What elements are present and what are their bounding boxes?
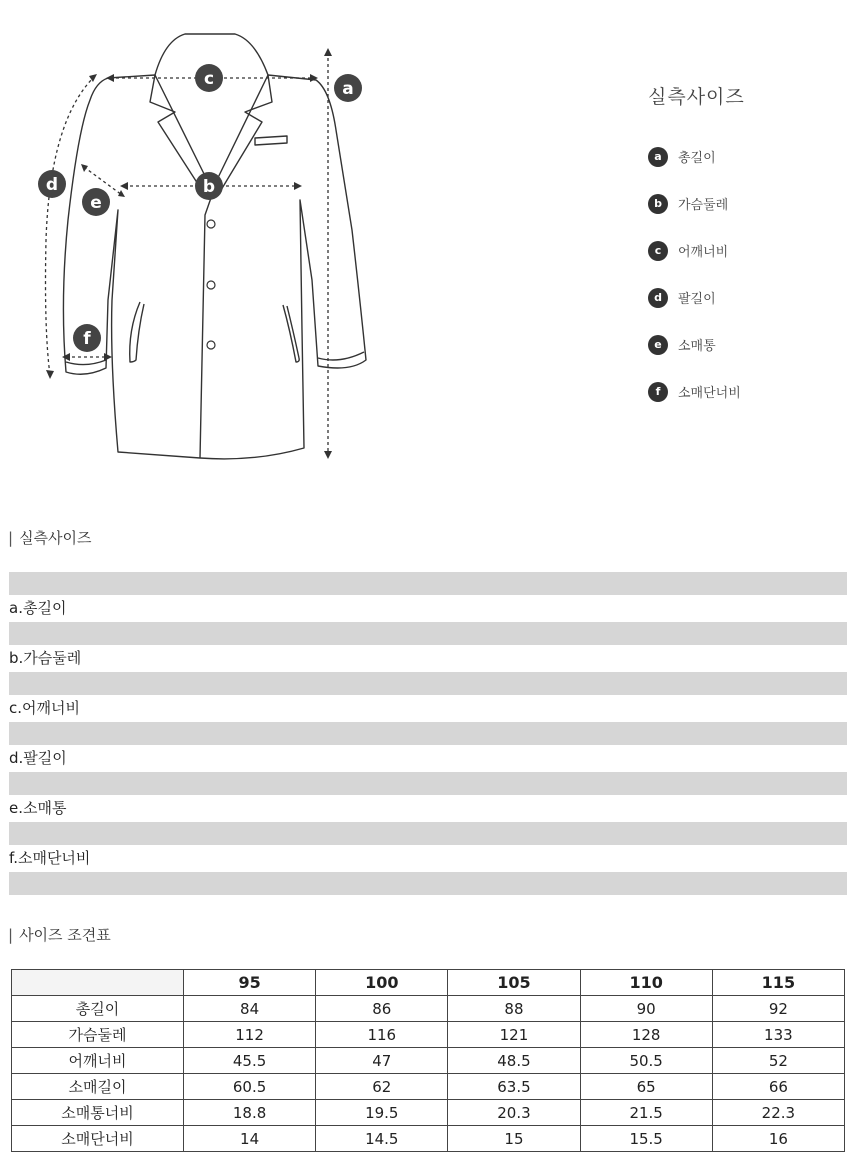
table-cell: 15.5	[580, 1126, 712, 1152]
divider-bar	[9, 772, 847, 795]
table-cell: 14	[184, 1126, 316, 1152]
size-chart-table	[11, 969, 845, 1152]
table-cell: 88	[448, 996, 580, 1022]
legend-label: 소매단너비	[678, 386, 741, 401]
legend-badge: e	[648, 335, 668, 355]
legend-badge: d	[648, 288, 668, 308]
divider-bar	[9, 622, 847, 645]
row-label: 가슴둘레	[12, 1022, 184, 1048]
table-cell: 48.5	[448, 1048, 580, 1074]
legend-item	[648, 368, 848, 415]
legend-label: 어깨너비	[678, 245, 729, 260]
table-cell: 18.8	[184, 1100, 316, 1126]
table-cell: 50.5	[580, 1048, 712, 1074]
table-cell: 112	[184, 1022, 316, 1048]
heading-bar: |	[8, 529, 14, 547]
coat-diagram	[0, 0, 420, 470]
table-cell: 60.5	[184, 1074, 316, 1100]
legend-item	[648, 227, 848, 274]
table-cell: 21.5	[580, 1100, 712, 1126]
divider-bar	[9, 672, 847, 695]
table-cell: 128	[580, 1022, 712, 1048]
row-label: 총길이	[12, 996, 184, 1022]
table-header-row	[12, 970, 845, 996]
table-row	[12, 996, 845, 1022]
marker-f-label: f	[83, 329, 91, 349]
column-header: 95	[184, 970, 316, 996]
measurement-legend	[648, 82, 848, 415]
table-cell: 65	[580, 1074, 712, 1100]
measurements-heading	[8, 527, 92, 548]
legend-badge: c	[648, 241, 668, 261]
list-item: a.총길이	[9, 599, 67, 617]
legend-item	[648, 180, 848, 227]
heading-bar: |	[8, 926, 14, 944]
legend-item	[648, 274, 848, 321]
marker-a-label: a	[342, 79, 354, 99]
table-cell: 90	[580, 996, 712, 1022]
table-row	[12, 1022, 845, 1048]
table-cell: 84	[184, 996, 316, 1022]
column-header: 100	[316, 970, 448, 996]
row-label: 어깨너비	[12, 1048, 184, 1074]
size-chart-heading	[8, 924, 111, 945]
table-row	[12, 1048, 845, 1074]
table-cell: 45.5	[184, 1048, 316, 1074]
list-item: c.어깨너비	[9, 699, 80, 717]
table-cell: 63.5	[448, 1074, 580, 1100]
table-cell: 22.3	[712, 1100, 844, 1126]
legend-label: 팔길이	[678, 292, 716, 307]
legend-label: 가슴둘레	[678, 198, 729, 213]
legend-badge: a	[648, 147, 668, 167]
table-cell: 19.5	[316, 1100, 448, 1126]
table-corner-cell	[12, 970, 184, 996]
list-item: e.소매통	[9, 799, 67, 817]
table-row	[12, 1126, 845, 1152]
legend-item	[648, 321, 848, 368]
table-cell: 15	[448, 1126, 580, 1152]
table-cell: 52	[712, 1048, 844, 1074]
table-cell: 16	[712, 1126, 844, 1152]
legend-badge: f	[648, 382, 668, 402]
table-cell: 133	[712, 1022, 844, 1048]
legend-label: 총길이	[678, 151, 716, 166]
table-cell: 20.3	[448, 1100, 580, 1126]
row-label: 소매통너비	[12, 1100, 184, 1126]
legend-title: 실측사이즈	[648, 86, 745, 108]
divider-bar	[9, 822, 847, 845]
column-header: 115	[712, 970, 844, 996]
measurement-list	[9, 572, 847, 895]
marker-e-label: e	[90, 193, 102, 213]
table-cell: 66	[712, 1074, 844, 1100]
list-item: b.가슴둘레	[9, 649, 82, 667]
table-cell: 92	[712, 996, 844, 1022]
divider-bar	[9, 872, 847, 895]
legend-badge: b	[648, 194, 668, 214]
list-item: d.팔길이	[9, 749, 67, 767]
legend-item	[648, 133, 848, 180]
column-header: 110	[580, 970, 712, 996]
legend-label: 소매통	[678, 339, 716, 354]
table-cell: 86	[316, 996, 448, 1022]
row-label: 소매길이	[12, 1074, 184, 1100]
column-header: 105	[448, 970, 580, 996]
table-row	[12, 1074, 845, 1100]
table-cell: 62	[316, 1074, 448, 1100]
marker-b-label: b	[202, 177, 216, 197]
table-cell: 14.5	[316, 1126, 448, 1152]
marker-d-label: d	[45, 175, 59, 195]
divider-bar	[9, 572, 847, 595]
size-chart-title: 사이즈 조견표	[19, 926, 111, 944]
table-cell: 116	[316, 1022, 448, 1048]
row-label: 소매단너비	[12, 1126, 184, 1152]
table-cell: 47	[316, 1048, 448, 1074]
table-cell: 121	[448, 1022, 580, 1048]
table-row	[12, 1100, 845, 1126]
marker-c-label: c	[203, 69, 215, 89]
measurements-title: 실측사이즈	[19, 529, 92, 547]
divider-bar	[9, 722, 847, 745]
list-item: f.소매단너비	[9, 849, 91, 867]
